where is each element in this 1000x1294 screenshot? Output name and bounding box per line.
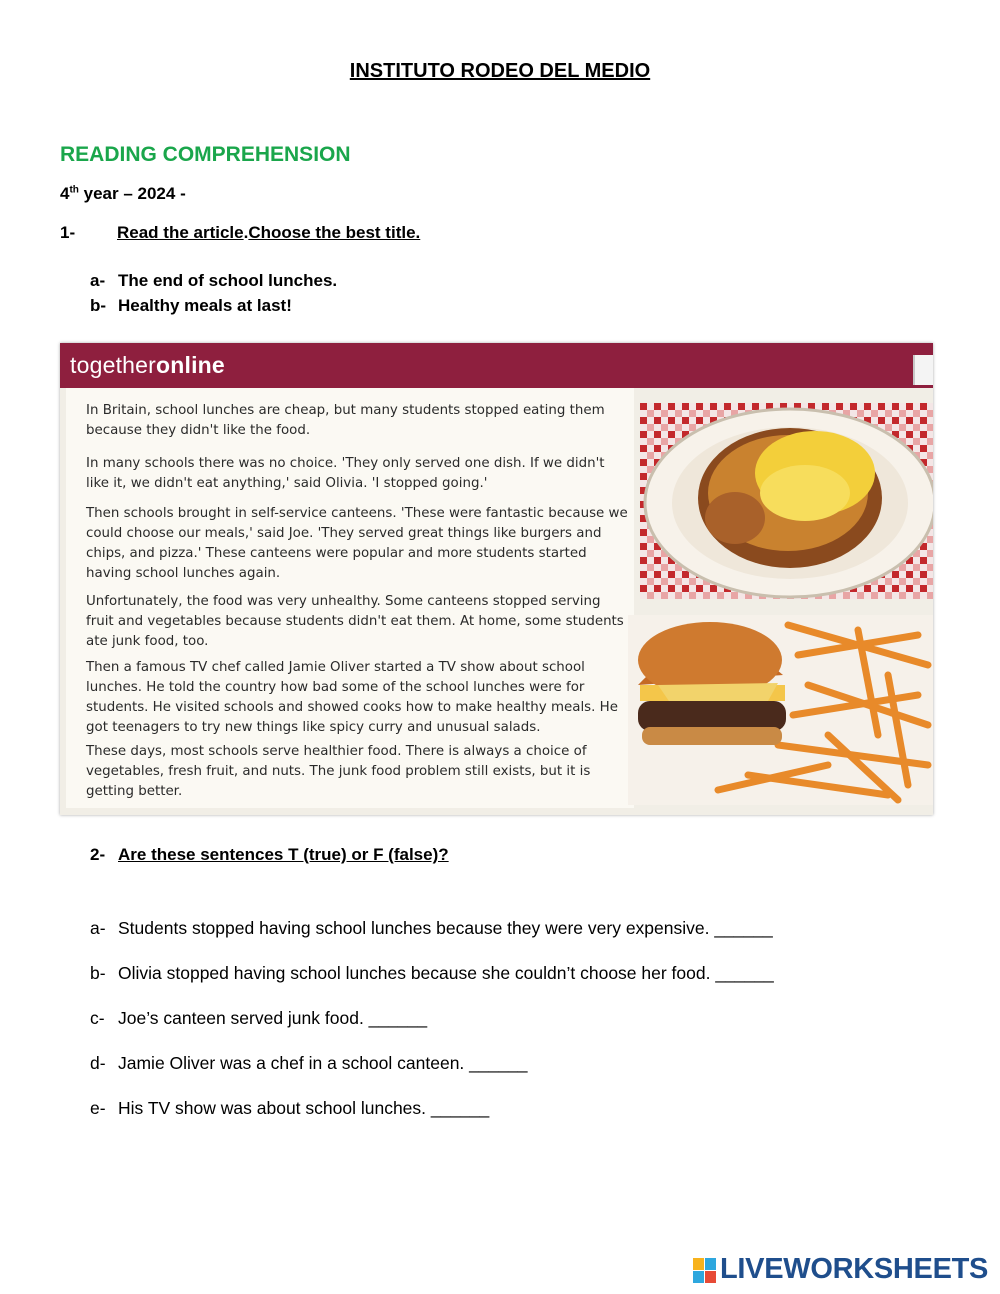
question-2 <box>90 845 449 865</box>
statement-letter: e- <box>90 1098 106 1118</box>
question-1-dot: . <box>243 223 249 242</box>
question-2-title: Are these sentences T (true) or F (false)? <box>118 845 449 864</box>
article-paragraph: These days, most schools serve healthier food. There is always a choice of vegetables, fresh fruit, and nuts. The junk food problem still exists, but it is getting better. <box>86 744 591 799</box>
statement-letter: c- <box>90 1008 105 1028</box>
question-1-part1: Read the article <box>117 223 244 242</box>
statement-letter: a- <box>90 918 106 938</box>
question-1-part2: Choose the best title. <box>248 223 421 242</box>
baked-potato-photo <box>640 403 933 599</box>
statement-text: Olivia stopped having school lunches because she couldn’t choose her food. ______ <box>118 963 774 983</box>
page-corner <box>913 355 933 385</box>
article-paragraph: In Britain, school lunches are cheap, but many students stopped eating them because they didn't like the food. <box>86 403 605 438</box>
burger-and-chips-photo <box>628 615 933 805</box>
statement-letter: d- <box>90 1053 106 1073</box>
year-line <box>60 184 186 204</box>
statement-text: His TV show was about school lunches. ______ <box>118 1098 490 1118</box>
year-rest: year – 2024 - <box>78 184 186 203</box>
question-1-number: 1- <box>60 223 76 242</box>
statement-text: Students stopped having school lunches because they were very expensive. ______ <box>118 918 773 938</box>
article-image <box>60 343 933 815</box>
statement-c <box>90 1008 427 1029</box>
statement-d <box>90 1053 528 1074</box>
question-1 <box>60 223 420 243</box>
article-header-bar <box>60 343 933 388</box>
section-title: READING COMPREHENSION <box>60 143 351 166</box>
liveworksheets-brand: LIVEWORKSHEETS <box>720 1253 989 1285</box>
statement-letter: b- <box>90 963 106 983</box>
article-paragraph: In many schools there was no choice. 'They only served one dish. If we didn't like it, we didn't eat anything,' said Olivia. 'I stopped going.' <box>86 456 605 491</box>
year-suffix: th <box>69 184 79 196</box>
statement-text: Jamie Oliver was a chef in a school canteen. ______ <box>118 1053 528 1073</box>
title-option-a <box>90 271 337 291</box>
title-option-b <box>90 296 292 316</box>
statement-e <box>90 1098 489 1119</box>
article-paragraph: Then a famous TV chef called Jamie Oliver started a TV show about school lunches. He told the country how bad some of the school lunches were for students. He visited schools and showed cooks how to make healthy meals. He got teenagers to try new things like spicy curry and unusual salads. <box>86 660 618 735</box>
page-title: INSTITUTO RODEO DEL MEDIO <box>349 60 651 82</box>
year-ordinal: 4 <box>60 184 70 203</box>
option-text: Healthy meals at last! <box>118 296 292 315</box>
statement-text: Joe’s canteen served junk food. ______ <box>118 1008 428 1028</box>
together-online-logo: togetheronline <box>70 352 225 378</box>
article-paragraph: Then schools brought in self-service canteens. 'These were fantastic because we could choose our meals,' said Joe. 'They served great things like burgers and chips, and pizza.' These canteens were popular and more students started having school lunches again. <box>86 506 628 581</box>
article-paragraph: Unfortunately, the food was very unhealthy. Some canteens stopped serving fruit and vegetables because students didn't eat them. At home, some students ate junk food, too. <box>86 594 624 649</box>
option-text: The end of school lunches. <box>118 271 338 290</box>
option-letter: b- <box>90 296 107 315</box>
statement-a <box>90 918 773 939</box>
liveworksheets-logo-icon <box>693 1256 717 1286</box>
statement-b <box>90 963 774 984</box>
question-2-number: 2- <box>90 845 106 864</box>
option-letter: a- <box>90 271 106 290</box>
